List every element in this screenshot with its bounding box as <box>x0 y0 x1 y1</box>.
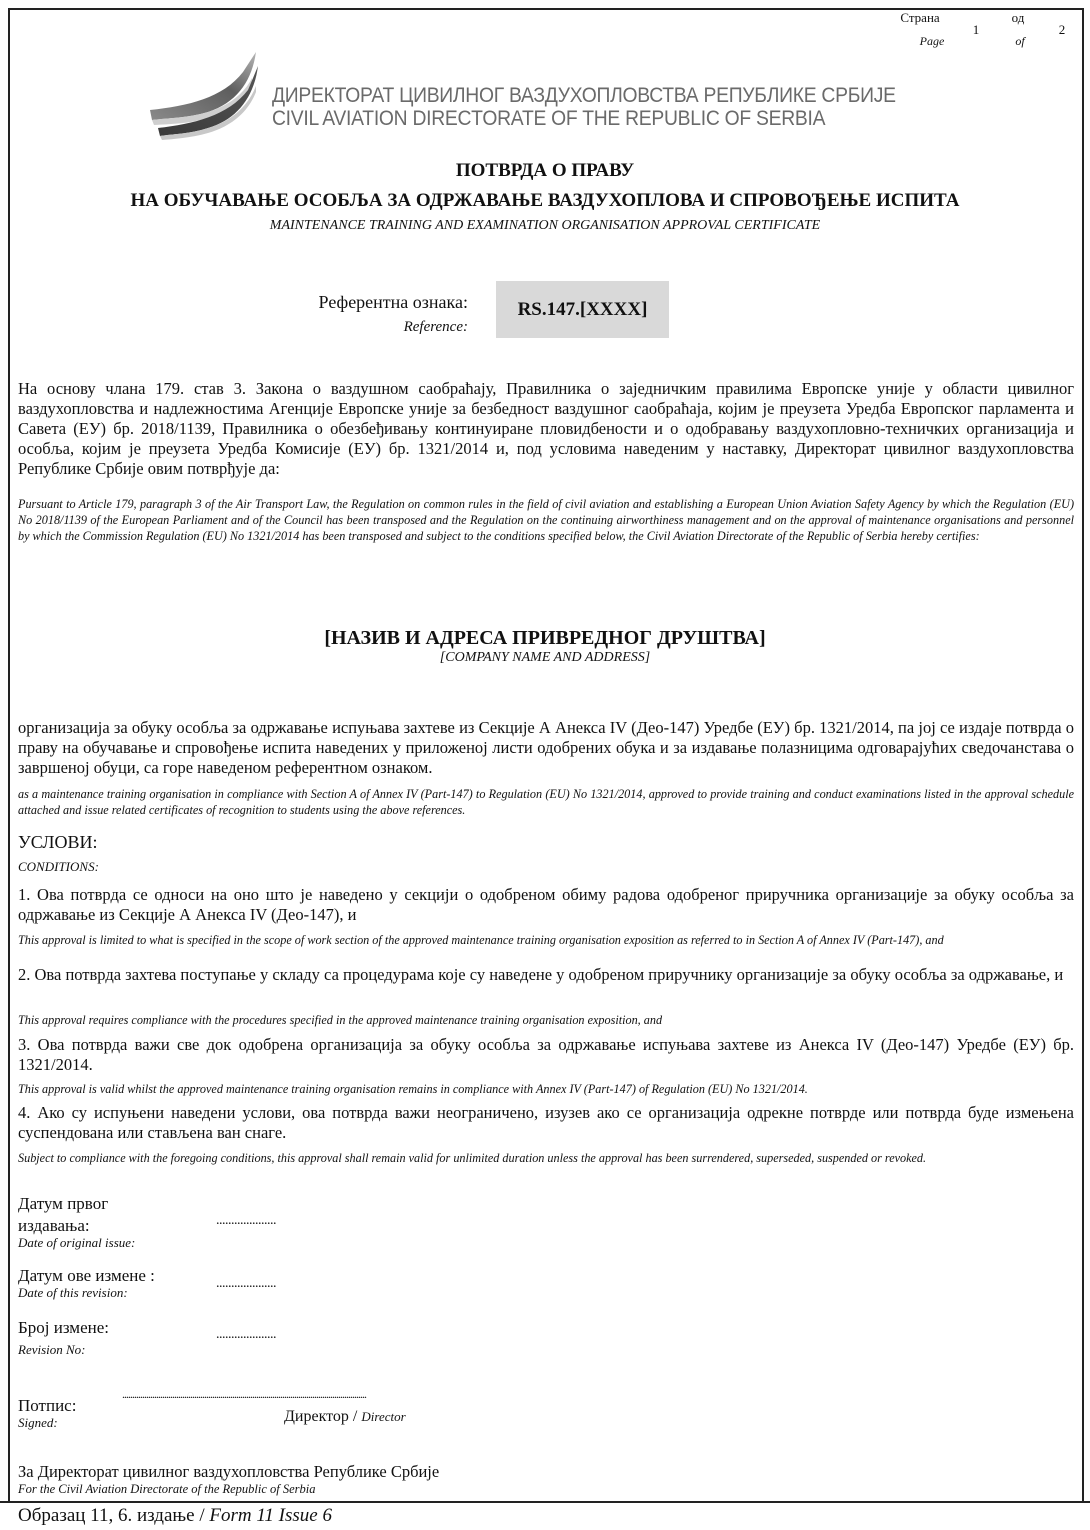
form-identifier-en: Form 11 Issue 6 <box>209 1505 332 1526</box>
current-page: 1 <box>972 22 980 37</box>
original-issue-label-line1: Датум првог <box>18 1194 109 1213</box>
aviation-wing-logo-icon <box>148 50 268 142</box>
preamble-sr: На основу члана 179. став 3. Закона о ваздушном саобраћају, Правилника о заједничким правилима Европске уније у области цивилног ваздухопловства и надлежностима Агенције Европске уније за безбедност ваздушног саобраћаја, којим је преузета Уредба Европског парламента и Савета (ЕУ) бр. 2018/1139, Правилника о обезбеђивању континуиране пловидбености и о одобравању ваздухопловно-техничких организација и особља, којим је преузета Уредба Комисије (ЕУ) бр. 1321/2014 и, под условима наведеним у наставку, Директорат цивилног ваздухопловства Републике Србије овим потврђује да: <box>18 379 1074 478</box>
company-name-placeholder[interactable]: [НАЗИВ И АДРЕСА ПРИВРЕДНОГ ДРУШТВА] <box>324 627 766 649</box>
condition-3-sr: 3. Ова потврда важи све док одобрена организација за обуку особља за одржавање испуњава захтеве из Анекса IV (Део-147) Уредбе (ЕУ) бр. 1321/2014. <box>18 1035 1074 1074</box>
organization-name <box>272 84 896 130</box>
condition-4-sr: 4. Ако су испуњени наведени услови, ова потврда важи неограничено, изузев ако се организација одрекне потврде или потврда буде измењена суспендована или стављена ван снаге. <box>18 1103 1074 1142</box>
signature-label-en: Signed: <box>18 1415 58 1430</box>
original-issue-label-sr <box>18 1193 108 1237</box>
condition-3-en: This approval is valid whilst the approved maintenance training organisation remains in compliance with Annex IV (Part-147) of Regulation (EU) No 1321/2014. <box>18 1082 808 1096</box>
this-revision-label-sr: Датум ове измене : <box>18 1266 155 1285</box>
condition-4-en: Subject to compliance with the foregoing conditions, this approval shall remain valid for unlimited duration unless the approval has been surrendered, superseded, suspended or revoked. <box>18 1151 927 1165</box>
reference-label-en: Reference: <box>403 319 468 335</box>
signature-line[interactable]: .......................................................................................................................... <box>122 1387 366 1401</box>
director-title-sr: Директор <box>284 1408 349 1425</box>
condition-2-en: This approval requires compliance with the procedures specified in the approved maintenance training organisation exposition, and <box>18 1013 663 1027</box>
issuer-en: For the Civil Aviation Directorate of the Republic of Serbia <box>18 1482 316 1496</box>
certificate-title-line1: ПОТВРДА О ПРАВУ <box>455 160 635 181</box>
form-identifier-separator: / <box>194 1505 210 1526</box>
condition-1-sr: 1. Ова потврда се односи на оно што је наведено у секцији о одобреном обиму радова одобреног приручника организације за обуку особља за одржавање из Секције А Анекса IV (Део-147), и <box>18 885 1074 924</box>
director-title <box>284 1408 406 1426</box>
issuer-sr: За Директорат цивилног ваздухопловства Републике Србије <box>18 1462 440 1481</box>
form-identifier <box>18 1505 332 1527</box>
certificate-title-en: MAINTENANCE TRAINING AND EXAMINATION ORGANISATION APPROVAL CERTIFICATE <box>269 218 821 233</box>
total-pages: 2 <box>1058 22 1066 37</box>
original-issue-label-line2: издавања: <box>18 1216 90 1235</box>
page-label-en: Page <box>919 34 945 48</box>
statement-en: as a maintenance training organisation in compliance with Section A of Annex IV (Part-147) to Regulation (EU) No 1321/2014, approved to provide training and conduct examinations listed in the approval schedule attached and issue related certificates of recognition to students using the above references. <box>18 787 1074 817</box>
statement-sr: организација за обуку особља за одржавање испуњава захтеве из Секције А Анекса IV (Део-147) Уредбе (ЕУ) бр. 1321/2014, па јој се издаје потврда о праву на обучавање и спровођење испита наведених у приложеној листи одобрених обука и за издавање полазницима одговарајућих сведочанстава о завршеној обуци, са горе наведеном референтном ознаком. <box>18 718 1074 777</box>
original-issue-date-field[interactable]: .................... <box>216 1213 276 1228</box>
original-issue-label-en: Date of original issue: <box>18 1235 136 1250</box>
footer-divider <box>0 1501 1090 1503</box>
reference-label-sr: Референтна ознака: <box>318 292 468 312</box>
page-indicator <box>890 10 1080 54</box>
certificate-title-line2: НА ОБУЧАВАЊЕ ОСОБЉА ЗА ОДРЖАВАЊЕ ВАЗДУХОПЛОВА И СПРОВОЂЕЊЕ ИСПИТА <box>130 190 960 211</box>
conditions-title-sr: УСЛОВИ: <box>18 832 98 852</box>
conditions-title-en: CONDITIONS: <box>18 859 99 874</box>
revision-no-field[interactable]: .................... <box>216 1327 276 1342</box>
reference-value-field[interactable] <box>496 281 669 338</box>
preamble-en: Pursuant to Article 179, paragraph 3 of the Air Transport Law, the Regulation on common rules in the field of civil aviation and establishing a European Union Aviation Safety Agency by which the Regulation (EU) No 2018/1139 of the European Parliament and of the Council has been transposed and the Regulation on the continuing airworthiness management and on the approval of maintenance organisations and personnel by which the Commission Regulation (EU) No 1321/2014 has been transposed and subject to the conditions specified below, the Civil Aviation Directorate of the Republic of Serbia hereby certifies: <box>18 497 1074 543</box>
condition-1-en: This approval is limited to what is specified in the scope of work section of the approved maintenance training organisation exposition as referred to in Section A of Annex IV (Part-147), and <box>18 933 944 947</box>
director-title-en: Director <box>361 1409 406 1424</box>
condition-2-sr: 2. Ова потврда захтева поступање у складу са процедурама које су наведене у одобреном приручнику организације за обуку особља за одржавање, и <box>18 965 1064 984</box>
director-separator: / <box>348 1408 362 1425</box>
company-name-en: [COMPANY NAME AND ADDRESS] <box>439 650 651 665</box>
organization-name-en: CIVIL AVIATION DIRECTORATE OF THE REPUBLIC OF SERBIA <box>272 107 826 130</box>
reference-value: RS.147.[XXXX] <box>517 298 648 320</box>
this-revision-date-field[interactable]: .................... <box>216 1276 276 1291</box>
of-label-sr: од <box>1011 10 1025 25</box>
form-identifier-sr: Образац 11, 6. издање <box>18 1505 195 1526</box>
revision-no-label-sr: Број измене: <box>18 1318 109 1337</box>
page-label-sr: Страна <box>900 10 940 25</box>
of-label-en: of <box>1015 34 1025 48</box>
revision-no-label-en: Revision No: <box>18 1342 86 1357</box>
signature-label-sr: Потпис: <box>18 1396 77 1415</box>
this-revision-label-en: Date of this revision: <box>18 1285 128 1300</box>
organization-name-sr: ДИРЕКТОРАТ ЦИВИЛНОГ ВАЗДУХОПЛОВСТВА РЕПУБЛИКЕ СРБИЈЕ <box>272 84 896 107</box>
